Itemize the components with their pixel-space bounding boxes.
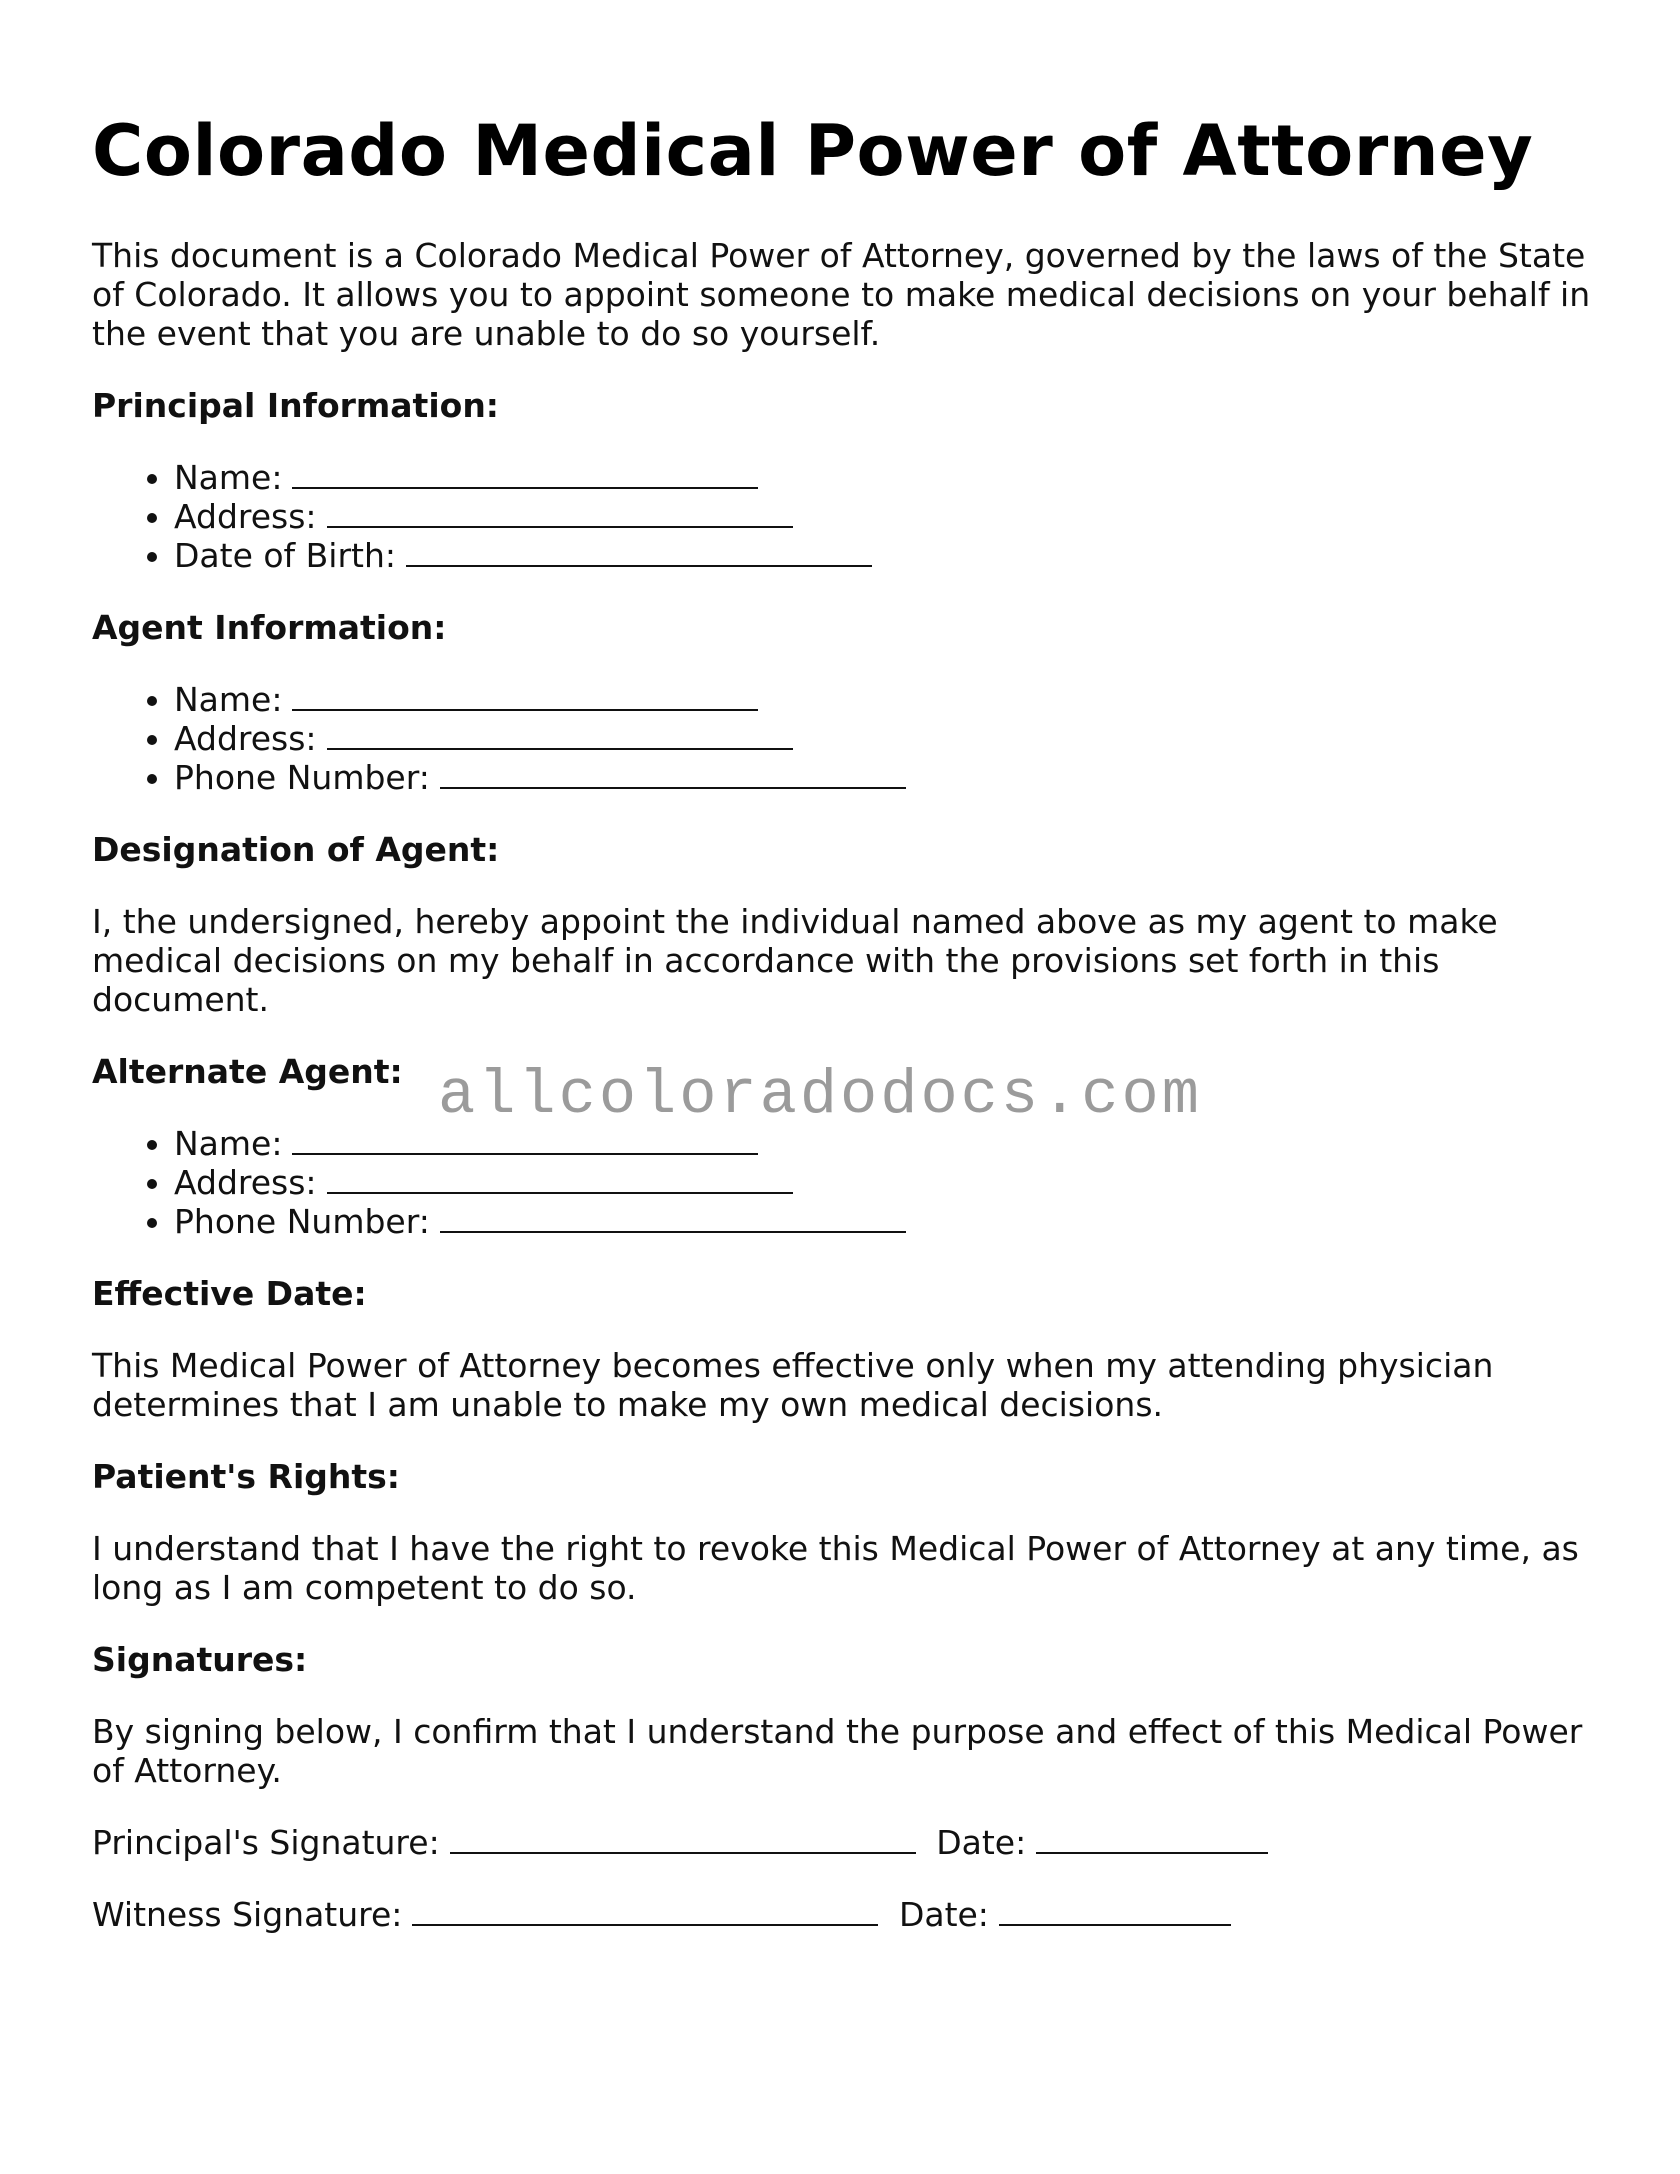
field-label: Date of Birth: xyxy=(174,536,397,576)
designation-text: I, the undersigned, hereby appoint the individual named above as my agent to make medical decisions on my behalf in accordance with the provisions set forth in this document. xyxy=(92,902,1498,1020)
field-label: Address: xyxy=(174,1163,317,1203)
fill-blank[interactable] xyxy=(327,1164,793,1194)
alternate-phone-field[interactable] xyxy=(174,1202,1592,1241)
rights-heading: Patient's Rights: xyxy=(92,1457,400,1497)
witness-signature-label: Witness Signature: xyxy=(92,1895,403,1935)
fill-blank[interactable] xyxy=(327,498,793,528)
fill-blank[interactable] xyxy=(406,537,872,567)
alternate-fields xyxy=(92,1124,1592,1241)
alternate-heading: Alternate Agent: xyxy=(92,1052,403,1092)
document-title: Colorado Medical Power of Attorney xyxy=(92,110,1534,192)
alternate-address-field[interactable] xyxy=(174,1163,1592,1202)
principal-heading: Principal Information: xyxy=(92,386,500,426)
fill-blank[interactable] xyxy=(292,459,758,489)
fill-blank[interactable] xyxy=(440,1203,906,1233)
signatures-text: By signing below, I confirm that I understand the purpose and effect of this Medical Power of Attorney. xyxy=(92,1712,1583,1791)
agent-fields xyxy=(92,680,1592,797)
principal-address-field[interactable] xyxy=(174,497,1592,536)
principal-name-field[interactable] xyxy=(174,458,1592,497)
agent-phone-field[interactable] xyxy=(174,758,1592,797)
effective-heading: Effective Date: xyxy=(92,1274,367,1314)
witness-date-blank[interactable] xyxy=(999,1896,1231,1926)
field-label: Address: xyxy=(174,497,317,537)
field-label: Address: xyxy=(174,719,317,759)
field-label: Name: xyxy=(174,1124,283,1164)
field-label: Phone Number: xyxy=(174,1202,430,1242)
principal-fields xyxy=(92,458,1592,575)
document-page xyxy=(92,112,1592,1967)
witness-date-label: Date: xyxy=(898,1895,989,1935)
field-label: Name: xyxy=(174,680,283,720)
effective-text: This Medical Power of Attorney becomes effective only when my attending physician determines that I am unable to make my own medical decisions. xyxy=(92,1346,1494,1425)
intro-paragraph: This document is a Colorado Medical Power of Attorney, governed by the laws of the State of Colorado. It allows you to appoint someone to make medical decisions on your behalf in the event that you are unable to do so yourself. xyxy=(92,236,1591,354)
fill-blank[interactable] xyxy=(327,720,793,750)
principal-signature-label: Principal's Signature: xyxy=(92,1823,440,1863)
principal-signature-blank[interactable] xyxy=(450,1824,916,1854)
fill-blank[interactable] xyxy=(440,759,906,789)
field-label: Phone Number: xyxy=(174,758,430,798)
signatures-heading: Signatures: xyxy=(92,1640,308,1680)
principal-date-label: Date: xyxy=(936,1823,1027,1863)
principal-dob-field[interactable] xyxy=(174,536,1592,575)
field-label: Name: xyxy=(174,458,283,498)
agent-heading: Agent Information: xyxy=(92,608,447,648)
witness-signature-blank[interactable] xyxy=(412,1896,878,1926)
principal-date-blank[interactable] xyxy=(1036,1824,1268,1854)
principal-signature-line xyxy=(92,1823,1592,1862)
rights-text: I understand that I have the right to revoke this Medical Power of Attorney at any time, as long as I am competent to do so. xyxy=(92,1529,1579,1608)
witness-signature-line xyxy=(92,1895,1592,1934)
watermark: allcoloradodocs.com xyxy=(438,1060,1202,1131)
designation-heading: Designation of Agent: xyxy=(92,830,500,870)
agent-name-field[interactable] xyxy=(174,680,1592,719)
agent-address-field[interactable] xyxy=(174,719,1592,758)
fill-blank[interactable] xyxy=(292,681,758,711)
